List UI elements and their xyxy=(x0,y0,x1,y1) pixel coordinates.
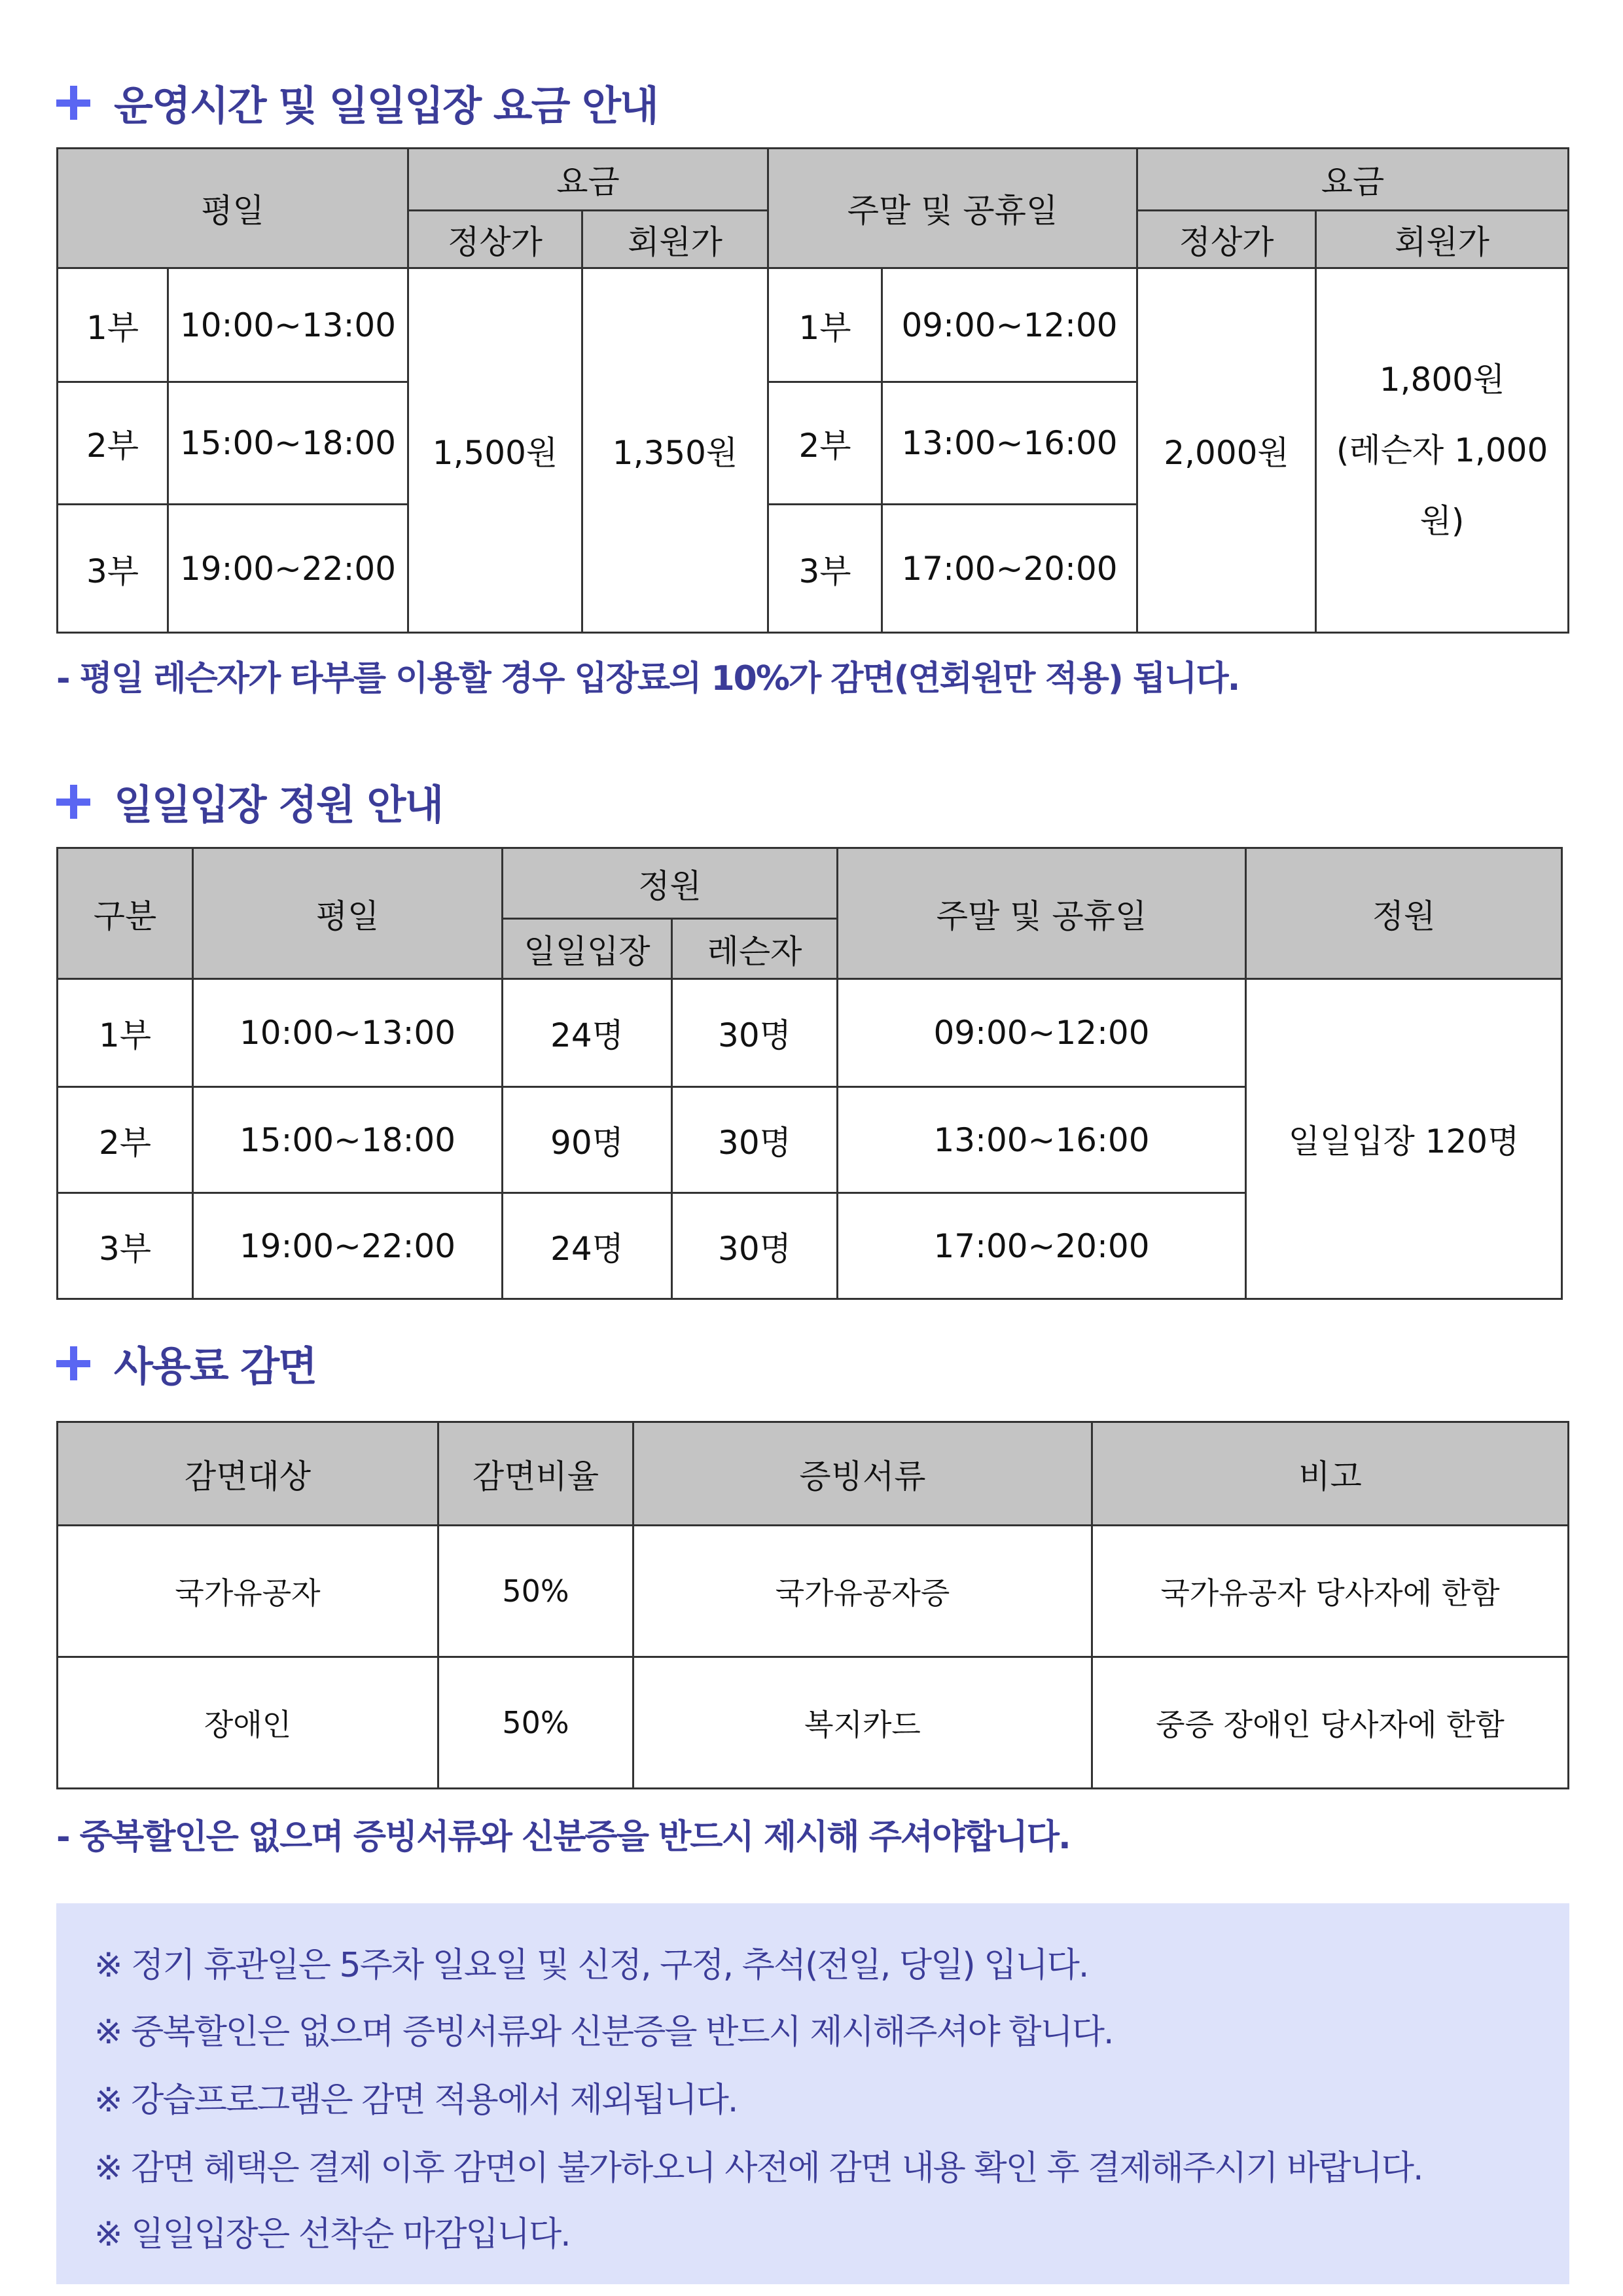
daily-capacity: 24명 xyxy=(503,1193,672,1299)
header-regular: 정상가 xyxy=(408,211,582,268)
header-weekend: 주말 및 공휴일 xyxy=(838,848,1246,979)
fee-note: - 평일 레슨자가 타부를 이용할 경우 입장료의 10%가 감면(연회원만 적용) 됩니다. xyxy=(56,659,1240,698)
lesson-capacity: 30명 xyxy=(672,979,838,1087)
header-weekday: 평일 xyxy=(193,848,503,979)
header-member: 회원가 xyxy=(1316,211,1569,268)
notice-item: ※ 중복할인은 없으며 증빙서류와 신분증을 반드시 제시해주셔야 합니다. xyxy=(94,2013,1113,2052)
part: 1부 xyxy=(768,268,882,382)
header-remarks: 비고 xyxy=(1092,1422,1569,1526)
target: 국가유공자 xyxy=(58,1526,438,1657)
time: 17:00~20:00 xyxy=(882,505,1137,633)
notice-item: ※ 정기 휴관일은 5주차 일요일 및 신정, 구정, 추석(전일, 당일) 입니다. xyxy=(94,1946,1088,1985)
header-weekend: 주말 및 공휴일 xyxy=(768,149,1137,268)
time: 15:00~18:00 xyxy=(168,382,408,505)
rate: 50% xyxy=(438,1657,633,1789)
plus-icon xyxy=(56,1346,90,1380)
time: 09:00~12:00 xyxy=(882,268,1137,382)
section-title-discount xyxy=(56,1334,316,1392)
header-target: 감면대상 xyxy=(58,1422,438,1526)
notice-item: ※ 강습프로그램은 감면 적용에서 제외됩니다. xyxy=(94,2081,738,2120)
section-title-text: 일일입장 정원 안내 xyxy=(114,781,443,829)
target: 장애인 xyxy=(58,1657,438,1789)
plus-icon xyxy=(56,86,90,120)
weekday-time: 15:00~18:00 xyxy=(193,1087,503,1193)
time: 19:00~22:00 xyxy=(168,505,408,633)
header-fee: 요금 xyxy=(408,149,768,211)
time: 13:00~16:00 xyxy=(882,382,1137,505)
part: 2부 xyxy=(768,382,882,505)
part: 2부 xyxy=(58,1087,193,1193)
daily-capacity: 24명 xyxy=(503,979,672,1087)
header-member: 회원가 xyxy=(582,211,768,268)
header-capacity: 정원 xyxy=(503,848,838,919)
remarks: 국가유공자 당사자에 한함 xyxy=(1092,1526,1569,1657)
lesson-capacity: 30명 xyxy=(672,1193,838,1299)
fee-table xyxy=(56,147,1569,634)
daily-capacity: 90명 xyxy=(503,1087,672,1193)
weekend-member-price xyxy=(1316,268,1569,633)
time: 10:00~13:00 xyxy=(168,268,408,382)
discount-table xyxy=(56,1421,1569,1789)
header-lesson: 레슨자 xyxy=(672,919,838,979)
weekend-regular-price: 2,000원 xyxy=(1137,268,1316,633)
table-row xyxy=(58,979,1562,1087)
weekday-time: 10:00~13:00 xyxy=(193,979,503,1087)
discount-note: - 중복할인은 없으며 증빙서류와 신분증을 반드시 제시해 주셔야합니다. xyxy=(56,1818,1070,1857)
section-title-text: 운영시간 및 일일입장 요금 안내 xyxy=(114,82,658,130)
section-title-capacity xyxy=(56,772,442,831)
plus-icon xyxy=(56,785,90,819)
header-regular: 정상가 xyxy=(1137,211,1316,268)
capacity-table xyxy=(56,847,1563,1300)
header-division: 구분 xyxy=(58,848,193,979)
weekday-member-price: 1,350원 xyxy=(582,268,768,633)
notice-box xyxy=(56,1903,1569,2284)
member-price: 1,800원 xyxy=(1379,361,1505,399)
part: 3부 xyxy=(58,1193,193,1299)
lesson-capacity: 30명 xyxy=(672,1087,838,1193)
table-row xyxy=(58,1526,1569,1657)
rate: 50% xyxy=(438,1526,633,1657)
section-title-text: 사용료 감면 xyxy=(114,1342,317,1390)
documents: 복지카드 xyxy=(633,1657,1092,1789)
header-documents: 증빙서류 xyxy=(633,1422,1092,1526)
part: 1부 xyxy=(58,979,193,1087)
weekend-time: 17:00~20:00 xyxy=(838,1193,1246,1299)
table-row xyxy=(58,268,1569,382)
documents: 국가유공자증 xyxy=(633,1526,1092,1657)
lesson-price: (레슨자 1,000원) xyxy=(1336,431,1548,540)
weekend-time: 13:00~16:00 xyxy=(838,1087,1246,1193)
weekend-capacity: 일일입장 120명 xyxy=(1246,979,1562,1299)
part: 1부 xyxy=(58,268,168,382)
header-daily: 일일입장 xyxy=(503,919,672,979)
part: 3부 xyxy=(58,505,168,633)
part: 3부 xyxy=(768,505,882,633)
notice-item: ※ 감면 혜택은 결제 이후 감면이 불가하오니 사전에 감면 내용 확인 후 결제해주시기 바랍니다. xyxy=(94,2149,1423,2188)
header-capacity: 정원 xyxy=(1246,848,1562,979)
table-row xyxy=(58,1657,1569,1789)
weekend-time: 09:00~12:00 xyxy=(838,979,1246,1087)
section-title-hours-fees xyxy=(56,73,658,132)
remarks: 중증 장애인 당사자에 한함 xyxy=(1092,1657,1569,1789)
weekday-time: 19:00~22:00 xyxy=(193,1193,503,1299)
header-weekday: 평일 xyxy=(58,149,408,268)
notice-item: ※ 일일입장은 선착순 마감입니다. xyxy=(94,2215,570,2254)
header-fee: 요금 xyxy=(1137,149,1569,211)
weekday-regular-price: 1,500원 xyxy=(408,268,582,633)
part: 2부 xyxy=(58,382,168,505)
header-rate: 감면비율 xyxy=(438,1422,633,1526)
